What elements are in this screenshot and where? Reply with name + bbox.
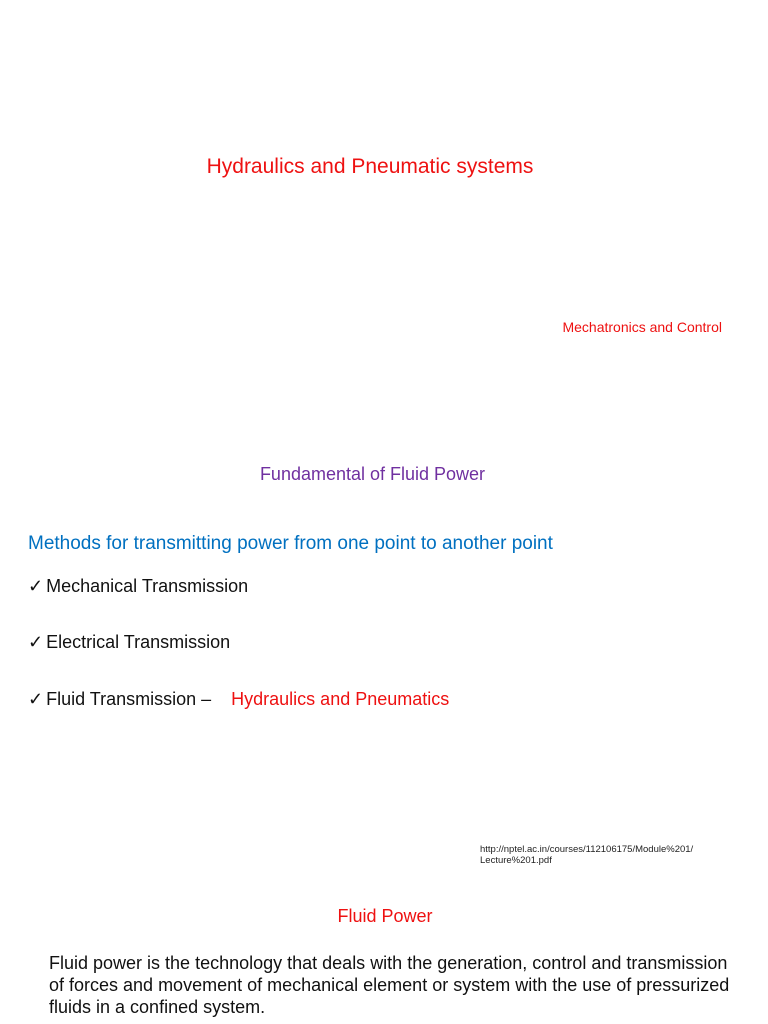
slide-title-fundamentals: Fundamental of Fluid Power — [259, 464, 486, 484]
bullet-label: Fluid Transmission – — [46, 689, 212, 709]
slide-subtitle-course: Mechatronics and Control — [562, 319, 722, 335]
checkmark-icon: ✓ — [28, 689, 44, 709]
bullet-highlight: Hydraulics and Pneumatics — [231, 689, 450, 709]
slide-title-fluid-power: Fluid Power — [337, 906, 433, 926]
methods-heading: Methods for transmitting power from one point to another point — [28, 533, 553, 554]
reference-line-2: Lecture%201.pdf — [480, 855, 552, 866]
bullet-mechanical-transmission — [28, 576, 248, 597]
checkmark-icon: ✓ — [28, 632, 44, 652]
reference-link[interactable] — [480, 844, 740, 866]
checkmark-icon: ✓ — [28, 576, 44, 596]
bullet-label: Electrical Transmission — [46, 632, 231, 652]
bullet-fluid-transmission — [28, 689, 449, 710]
slide-title-hydraulics: Hydraulics and Pneumatic systems — [206, 155, 534, 178]
bullet-label: Mechanical Transmission — [46, 576, 249, 596]
reference-line-1: http://nptel.ac.in/courses/112106175/Module%201/ — [480, 844, 694, 855]
bullet-electrical-transmission — [28, 632, 230, 653]
fluid-power-definition: Fluid power is the technology that deals with the generation, control and transmission of forces and movement of mechanical element or system with the use of pressurized fluids in a confined system. — [49, 953, 730, 1017]
